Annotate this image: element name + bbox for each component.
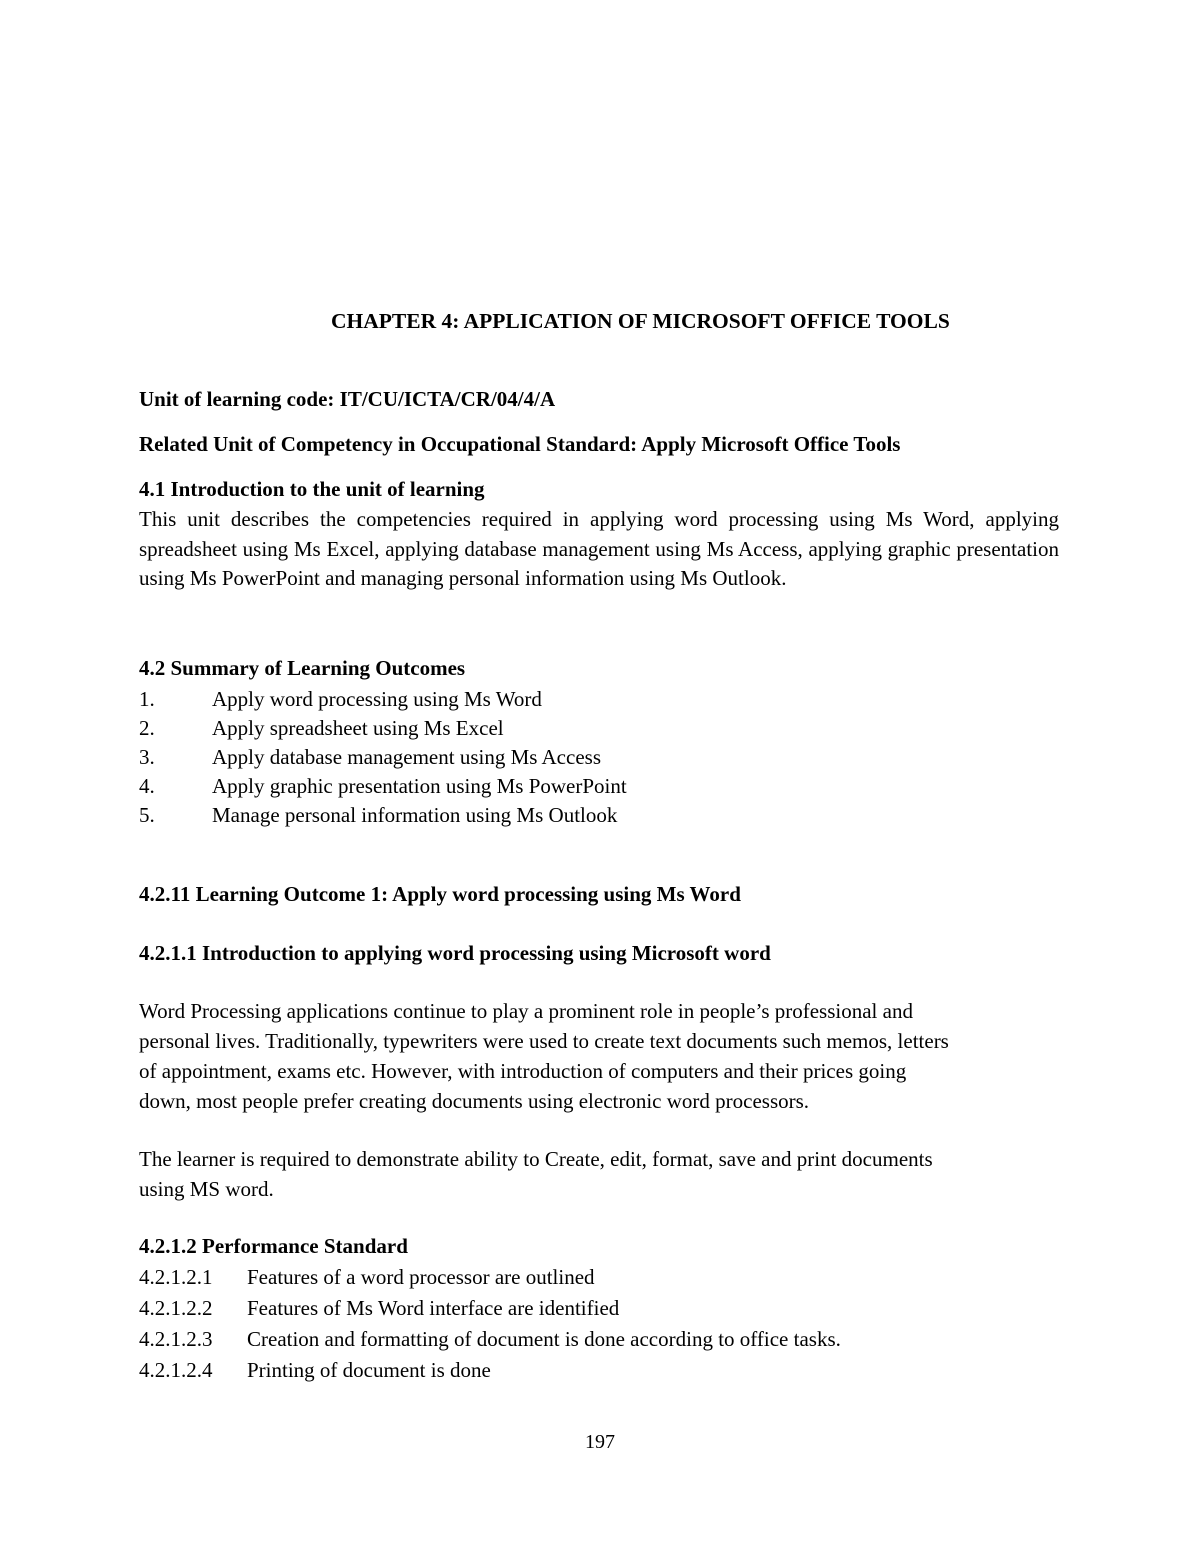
list-item-text: Creation and formatting of document is done according to office tasks.	[247, 1327, 841, 1351]
list-item-number: 4.2.1.2.1	[139, 1265, 213, 1289]
list-item-number: 4.2.1.2.4	[139, 1358, 213, 1382]
list-item-number: 2.	[139, 716, 155, 740]
paragraph-line: of appointment, exams etc. However, with introduction of computers and their prices going	[139, 1059, 907, 1083]
learning-outcome-1-heading: 4.2.11 Learning Outcome 1: Apply word processing using Ms Word	[139, 882, 741, 906]
list-item-number: 4.	[139, 774, 155, 798]
list-item-number: 4.2.1.2.2	[139, 1296, 213, 1320]
section-4-2-1-2-heading: 4.2.1.2 Performance Standard	[139, 1234, 408, 1258]
list-item-text: Printing of document is done	[247, 1358, 491, 1382]
paragraph-line: Word Processing applications continue to play a prominent role in people’s professional and	[139, 999, 913, 1023]
paragraph-line: down, most people prefer creating documents using electronic word processors.	[139, 1089, 810, 1113]
list-item-text: Features of Ms Word interface are identified	[247, 1296, 620, 1320]
chapter-title: CHAPTER 4: APPLICATION OF MICROSOFT OFFICE TOOLS	[331, 309, 950, 333]
list-item-number: 1.	[139, 687, 155, 711]
list-item-number: 5.	[139, 803, 155, 827]
list-item-text: Manage personal information using Ms Outlook	[212, 803, 618, 827]
list-item-text: Apply graphic presentation using Ms PowerPoint	[212, 774, 627, 798]
list-item-number: 4.2.1.2.3	[139, 1327, 213, 1351]
unit-code: Unit of learning code: IT/CU/ICTA/CR/04/4/A	[139, 387, 556, 411]
list-item-text: Apply database management using Ms Access	[212, 745, 601, 769]
related-unit: Related Unit of Competency in Occupational Standard: Apply Microsoft Office Tools	[139, 432, 901, 456]
list-item-text: Features of a word processor are outlined	[247, 1265, 595, 1289]
section-4-2-heading: 4.2 Summary of Learning Outcomes	[139, 656, 466, 680]
paragraph-line: personal lives. Traditionally, typewriters were used to create text documents such memos, letters	[139, 1029, 949, 1053]
section-4-1-heading: 4.1 Introduction to the unit of learning	[139, 477, 485, 501]
list-item-text: Apply word processing using Ms Word	[212, 687, 542, 711]
paragraph-line: using MS word.	[139, 1177, 274, 1201]
section-4-2-1-1-heading: 4.2.1.1 Introduction to applying word processing using Microsoft word	[139, 941, 771, 965]
paragraph-line: The learner is required to demonstrate ability to Create, edit, format, save and print documents	[139, 1147, 933, 1171]
list-item-number: 3.	[139, 745, 155, 769]
section-4-1-body: This unit describes the competencies required in applying word processing using Ms Word, applying spreadsheet using Ms Excel, applying database management using Ms Access, applying graphic presentation using Ms PowerPoint and managing personal information using Ms Outlook.	[139, 507, 1059, 590]
list-item-text: Apply spreadsheet using Ms Excel	[212, 716, 504, 740]
page-number: 197	[585, 1431, 615, 1453]
